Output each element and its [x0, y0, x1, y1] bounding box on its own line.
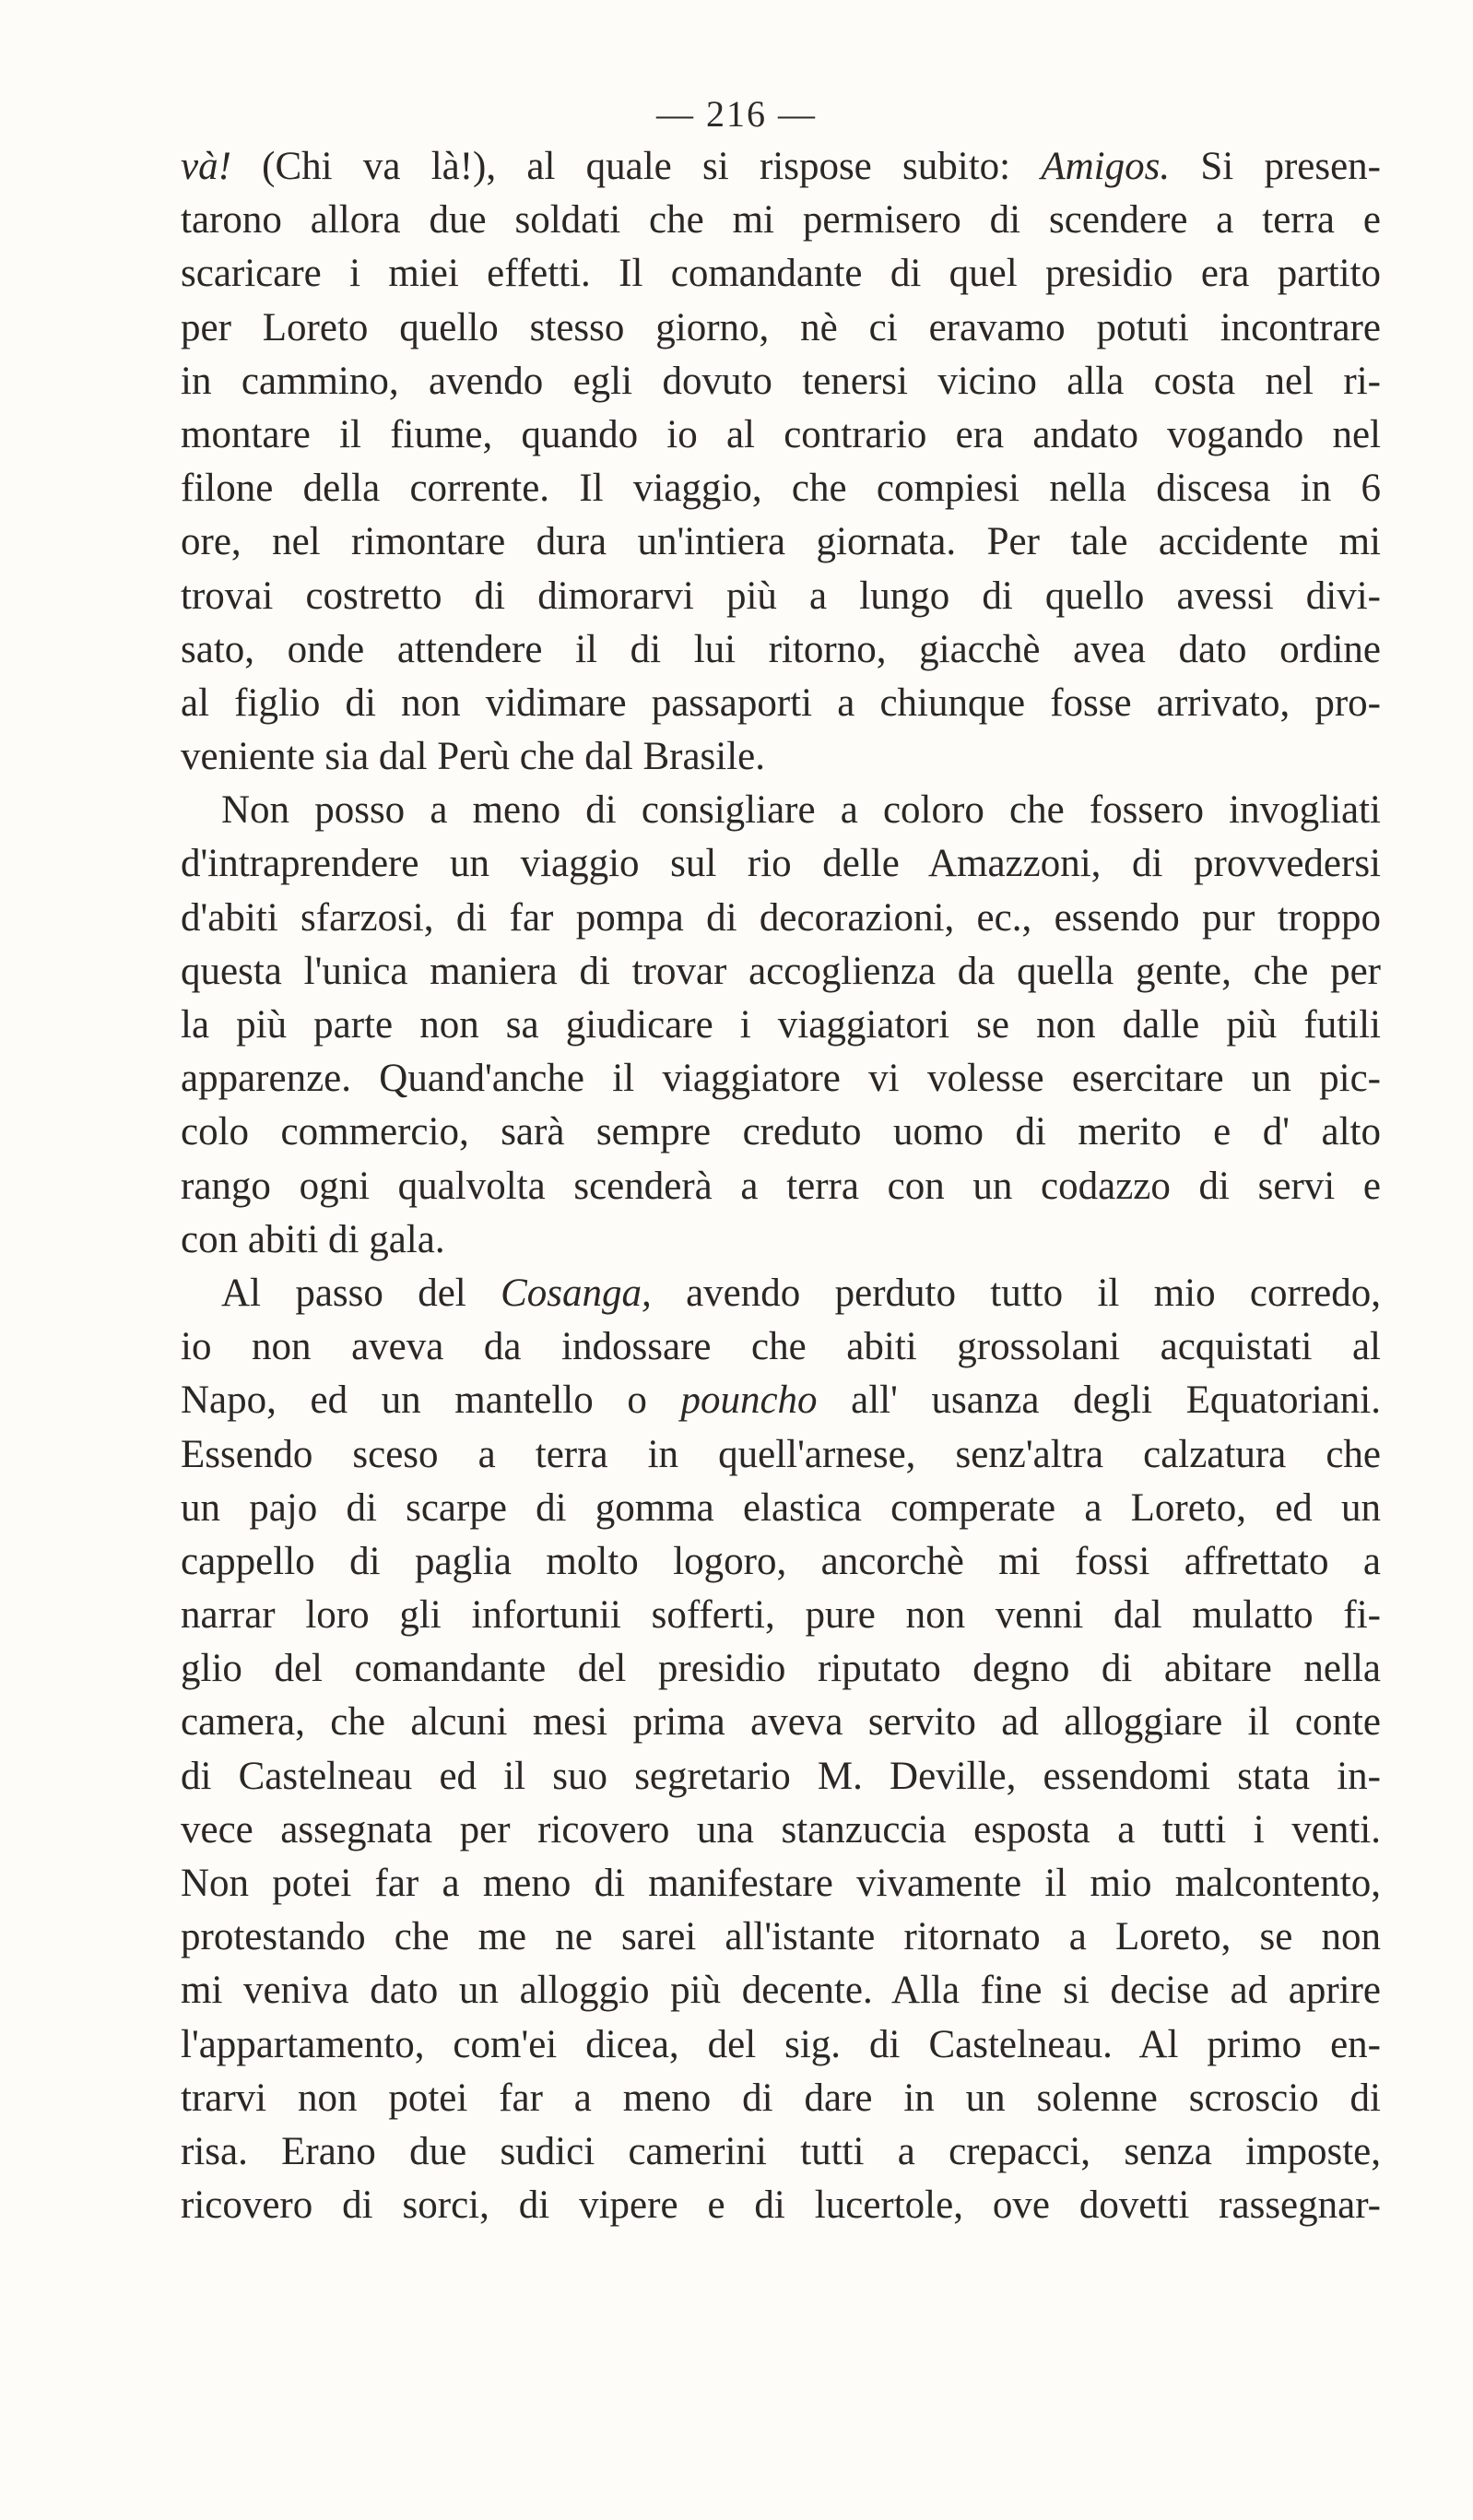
text-segment: rango ogni qualvolta scenderà a terra con un codazzo di servi e — [181, 1164, 1381, 1208]
text-segment: avendo perduto tutto il mio corredo, — [651, 1271, 1381, 1315]
text-line — [181, 1750, 1381, 1804]
text-line — [181, 1320, 1381, 1374]
text-line — [181, 1589, 1381, 1642]
text-segment: Napo, ed un mantello o — [181, 1378, 681, 1423]
text-segment: trovai costretto di dimorarvi più a lungo di quello avessi divi- — [181, 574, 1381, 618]
italic-text-segment: Cosanga, — [501, 1271, 652, 1315]
text-segment: vece assegnata per ricovero una stanzuccia esposta a tutti i venti. — [181, 1807, 1381, 1852]
text-segment: per Loreto quello stesso giorno, nè ci eravamo potuti incontrare — [181, 305, 1381, 349]
text-line — [181, 1642, 1381, 1696]
text-segment: in cammino, avendo egli dovuto tenersi vicino alla costa nel ri- — [181, 359, 1381, 403]
text-segment: mi veniva dato un alloggio più decente. Alla fine si decise ad aprire — [181, 1969, 1381, 2013]
text-line — [181, 247, 1381, 301]
text-segment: narrar loro gli infortunii sofferti, pure non venni dal mulatto fi- — [181, 1593, 1381, 1638]
text-line — [181, 408, 1381, 462]
text-segment: d'abiti sfarzosi, di far pompa di decorazioni, ec., essendo pur troppo — [181, 895, 1381, 940]
text-line — [181, 999, 1381, 1052]
text-line — [181, 1160, 1381, 1213]
text-line — [181, 1267, 1381, 1320]
text-line — [181, 1374, 1381, 1427]
text-segment: all' usanza degli Equatoriani. — [817, 1378, 1381, 1423]
text-segment: ricovero di sorci, di vipere e di lucertole, ove dovetti rassegnar- — [181, 2183, 1381, 2228]
text-line — [181, 2072, 1381, 2125]
text-segment: filone della corrente. Il viaggio, che compiesi nella discesa in 6 — [181, 467, 1381, 511]
italic-text-segment: và! — [181, 145, 263, 188]
text-segment: io non aveva da indossare che abiti grossolani acquistati al — [181, 1325, 1381, 1369]
text-segment: risa. Erano due sudici camerini tutti a crepacci, senza imposte, — [181, 2129, 1381, 2173]
text-segment: (Chi va là!), al quale si rispose subito: — [262, 145, 1042, 188]
text-line — [181, 623, 1381, 677]
text-line — [181, 1535, 1381, 1589]
text-segment: colo commercio, sarà sempre creduto uomo di merito e d' alto — [181, 1110, 1381, 1154]
text-line — [181, 1428, 1381, 1482]
text-line — [181, 1213, 1381, 1267]
text-line — [181, 784, 1381, 837]
text-segment: con abiti di gala. — [181, 1217, 445, 1261]
text-segment: tarono allora due soldati che mi permisero di scendere a terra e — [181, 198, 1381, 243]
text-line — [181, 515, 1381, 569]
text-segment: l'appartamento, com'ei dicea, del sig. di Castelneau. Al primo en- — [181, 2022, 1381, 2066]
page-number: — 216 — — [656, 93, 817, 135]
text-line — [181, 730, 1381, 784]
text-segment: Non potei far a meno di manifestare vivamente il mio malcontento, — [181, 1862, 1381, 1905]
text-segment: sato, onde attendere il di lui ritorno, giacchè avea dato ordine — [181, 627, 1381, 671]
text-line — [181, 945, 1381, 999]
text-line — [181, 462, 1381, 515]
text-segment: trarvi non potei far a meno di dare in un solenne scroscio di — [181, 2076, 1381, 2120]
text-segment: Essendo sceso a terra in quell'arnese, senz'altra calzatura che — [181, 1432, 1381, 1476]
text-line — [181, 1482, 1381, 1535]
text-line — [181, 2179, 1381, 2232]
text-line — [181, 1911, 1381, 1964]
text-line — [181, 1964, 1381, 2017]
text-segment: Si presen- — [1170, 145, 1381, 188]
italic-text-segment: pouncho — [680, 1378, 818, 1423]
text-line — [181, 2018, 1381, 2072]
text-line — [181, 837, 1381, 891]
text-line — [181, 302, 1381, 355]
text-segment: Non posso a meno di consigliare a coloro che fossero invogliati — [221, 788, 1381, 833]
text-line — [181, 1106, 1381, 1159]
text-line — [181, 892, 1381, 945]
text-segment: ore, nel rimontare dura un'intiera giornata. Per tale accidente mi — [181, 520, 1381, 564]
text-segment: di Castelneau ed il suo segretario M. Deville, essendomi stata in- — [181, 1754, 1381, 1798]
text-segment: scaricare i miei effetti. Il comandante di quel presidio era partito — [181, 252, 1381, 296]
text-segment: camera, che alcuni mesi prima aveva servito ad alloggiare il conte — [181, 1700, 1381, 1745]
text-segment: al figlio di non vidimare passaporti a chiunque fosse arrivato, pro- — [181, 680, 1381, 725]
text-line — [181, 677, 1381, 730]
text-segment: veniente sia dal Perù che dal Brasile. — [181, 735, 766, 779]
text-line — [181, 1696, 1381, 1749]
text-line — [181, 1804, 1381, 1857]
text-line — [181, 140, 1381, 194]
text-segment: protestando che me ne sarei all'istante ritornato a Loreto, se non — [181, 1915, 1381, 1959]
text-segment: glio del comandante del presidio riputato degno di abitare nella — [181, 1647, 1381, 1691]
text-line — [181, 570, 1381, 623]
text-segment: la più parte non sa giudicare i viaggiatori se non dalle più futili — [181, 1003, 1381, 1047]
text-segment: questa l'unica maniera di trovar accoglienza da quella gente, che per — [181, 949, 1381, 993]
text-line — [181, 1052, 1381, 1106]
text-line — [181, 355, 1381, 408]
text-line — [181, 2125, 1381, 2179]
text-line — [181, 194, 1381, 247]
text-segment: montare il fiume, quando io al contrario era andato vogando nel — [181, 412, 1381, 456]
text-segment: cappello di paglia molto logoro, ancorchè mi fossi affrettato a — [181, 1539, 1381, 1583]
text-segment: apparenze. Quand'anche il viaggiatore vi volesse esercitare un pic- — [181, 1057, 1381, 1101]
text-segment: un pajo di scarpe di gomma elastica comperate a Loreto, ed un — [181, 1485, 1381, 1530]
text-line — [181, 1857, 1381, 1911]
text-segment: Al passo del — [221, 1271, 501, 1315]
body-text — [181, 140, 1381, 2232]
text-segment: d'intraprendere un viaggio sul rio delle Amazzoni, di provvedersi — [181, 842, 1381, 886]
italic-text-segment: Amigos. — [1041, 145, 1171, 188]
